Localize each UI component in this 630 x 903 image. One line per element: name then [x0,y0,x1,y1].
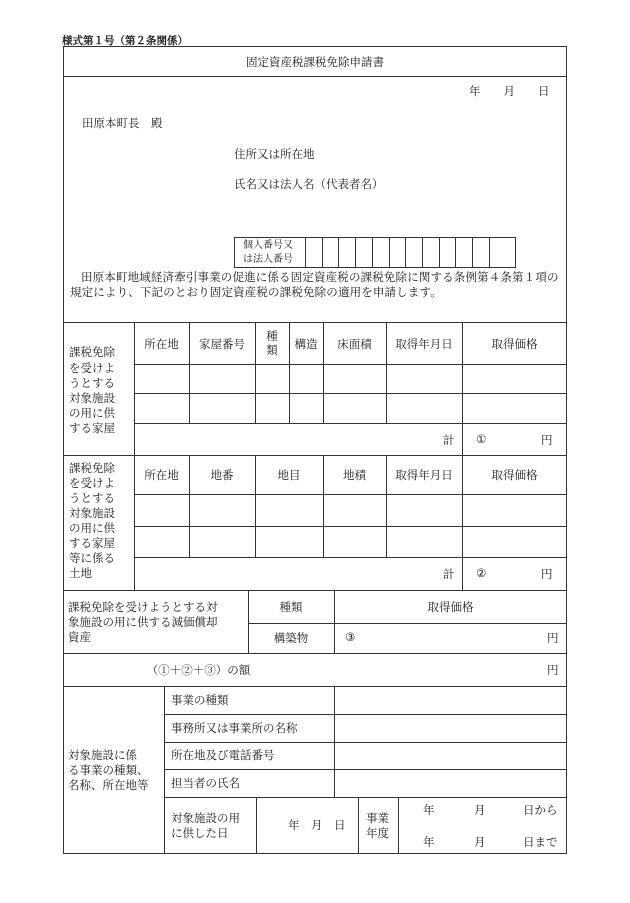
name-label: 氏名又は法人名（代表者名） [234,177,384,191]
addressee: 田原本町長 殿 [82,116,163,130]
date-line: 年 月 日 [469,84,550,98]
rule [134,423,567,424]
rule [164,742,567,743]
land-label: うとする [69,491,115,505]
land-header-price: 取得価格 [491,468,538,482]
land-header-location: 所在地 [144,468,179,482]
rule [358,797,359,854]
rule [134,557,567,558]
house-header-type: 種類 [266,329,278,357]
house-total-label: 計 [443,433,455,447]
rule [63,322,567,323]
house-header-price: 取得価格 [491,337,538,351]
land-header-acquired-date: 取得年月日 [395,468,453,482]
service-date-label: 対象施設の用 [171,811,240,825]
form-code: 様式第１号（第２条関係） [62,35,188,47]
depreciable-unit: 円 [547,631,559,645]
fiscal-from-day: 日から [523,803,558,817]
id-number-field[interactable] [306,238,515,267]
rule [134,494,567,495]
depreciable-label: 象施設の用に供する減価償却 [68,615,218,629]
business-row-type: 事業の種類 [171,693,229,707]
fiscal-year-label: 事業 [366,811,389,825]
land-header-lot-number: 地番 [210,468,234,482]
rule [63,686,567,687]
fiscal-from-year: 年 [423,803,435,817]
rule [63,455,567,456]
business-label: る事業の種類、 [68,763,149,777]
depreciable-type-value: 構築物 [273,631,309,645]
business-label: 対象施設に係 [68,748,137,762]
land-label: の用に供 [69,521,115,535]
land-label: 土地 [69,566,92,580]
house-total-unit: 円 [541,433,553,447]
rule [134,393,567,394]
form-title: 固定資産税課税免除申請書 [246,55,384,69]
business-row-contact-name: 担当者の氏名 [171,776,240,790]
depreciable-label: 資産 [68,630,91,644]
rule [164,797,567,798]
depreciable-symbol: ③ [345,630,356,644]
house-header-floor-area: 床面積 [337,337,372,351]
rule [248,623,567,624]
rule [63,653,567,654]
fiscal-year-label: 年度 [366,826,389,840]
house-label: 課税免除 [69,345,115,359]
land-label: する家屋 [69,536,115,550]
rule [256,797,257,854]
depreciable-label: 課税免除を受けようとする対 [68,600,218,614]
house-header-acquired-date: 取得年月日 [395,337,453,351]
rule [164,686,165,854]
depreciable-type-header: 種類 [279,600,303,614]
business-type-field[interactable] [336,688,565,712]
land-label: 等に係る [69,551,115,565]
id-label: 個人番号又 [243,240,293,251]
service-date-label: に供した日 [171,826,229,840]
land-total-label: 計 [443,567,455,581]
house-label: の用に供 [69,406,115,420]
rule [134,364,567,365]
fiscal-to-month: 月 [474,835,486,849]
rule [398,797,399,854]
land-label: 対象施設 [69,506,115,520]
contact-name-field[interactable] [336,771,565,795]
house-header-location: 所在地 [144,337,179,351]
rule [63,590,567,591]
address-label: 住所又は所在地 [234,147,315,161]
address-phone-field[interactable] [336,744,565,767]
land-total-unit: 円 [541,567,553,581]
business-label: 名称、所在地等 [68,778,149,792]
service-date-value: 年 月 日 [288,818,346,832]
house-label: する家屋 [69,421,115,435]
rule [164,769,567,770]
fiscal-from-month: 月 [474,803,486,817]
office-name-field[interactable] [336,716,565,740]
business-row-address-phone: 所在地及び電話番号 [171,748,275,762]
id-label: は法人番号 [243,254,293,265]
fiscal-to-year: 年 [423,835,435,849]
land-header-area: 地積 [343,468,366,482]
depreciable-price-header: 取得価格 [427,600,474,614]
house-total-symbol: ① [476,432,487,446]
land-label: を受けよ [69,476,115,490]
land-label: 課税免除 [69,461,115,475]
rule [134,526,567,527]
rule [164,714,567,715]
land-header-land-category: 地目 [277,468,301,482]
name-field[interactable] [400,174,555,194]
house-label: 対象施設 [69,391,115,405]
land-total-symbol: ② [476,566,487,580]
body-paragraph: 田原本町地域経済牽引事業の促進に係る固定資産税の課税免除に関する条例第４条第１項の規定により、下記のとおり固定資産税の課税免除の適用を申請します。 [70,270,559,299]
sum-unit: 円 [547,663,559,677]
rule [334,686,335,797]
fiscal-to-day: 日まで [523,835,558,849]
house-label: うとする [69,376,115,390]
address-field[interactable] [340,144,555,164]
house-label: を受けよ [69,361,115,375]
sum-label: （①＋②＋③）の額 [146,663,251,677]
house-header-structure: 構造 [294,337,318,351]
house-header-number: 家屋番号 [199,337,245,351]
rule [63,76,567,77]
business-row-office-name: 事務所又は事業所の名称 [171,721,298,735]
